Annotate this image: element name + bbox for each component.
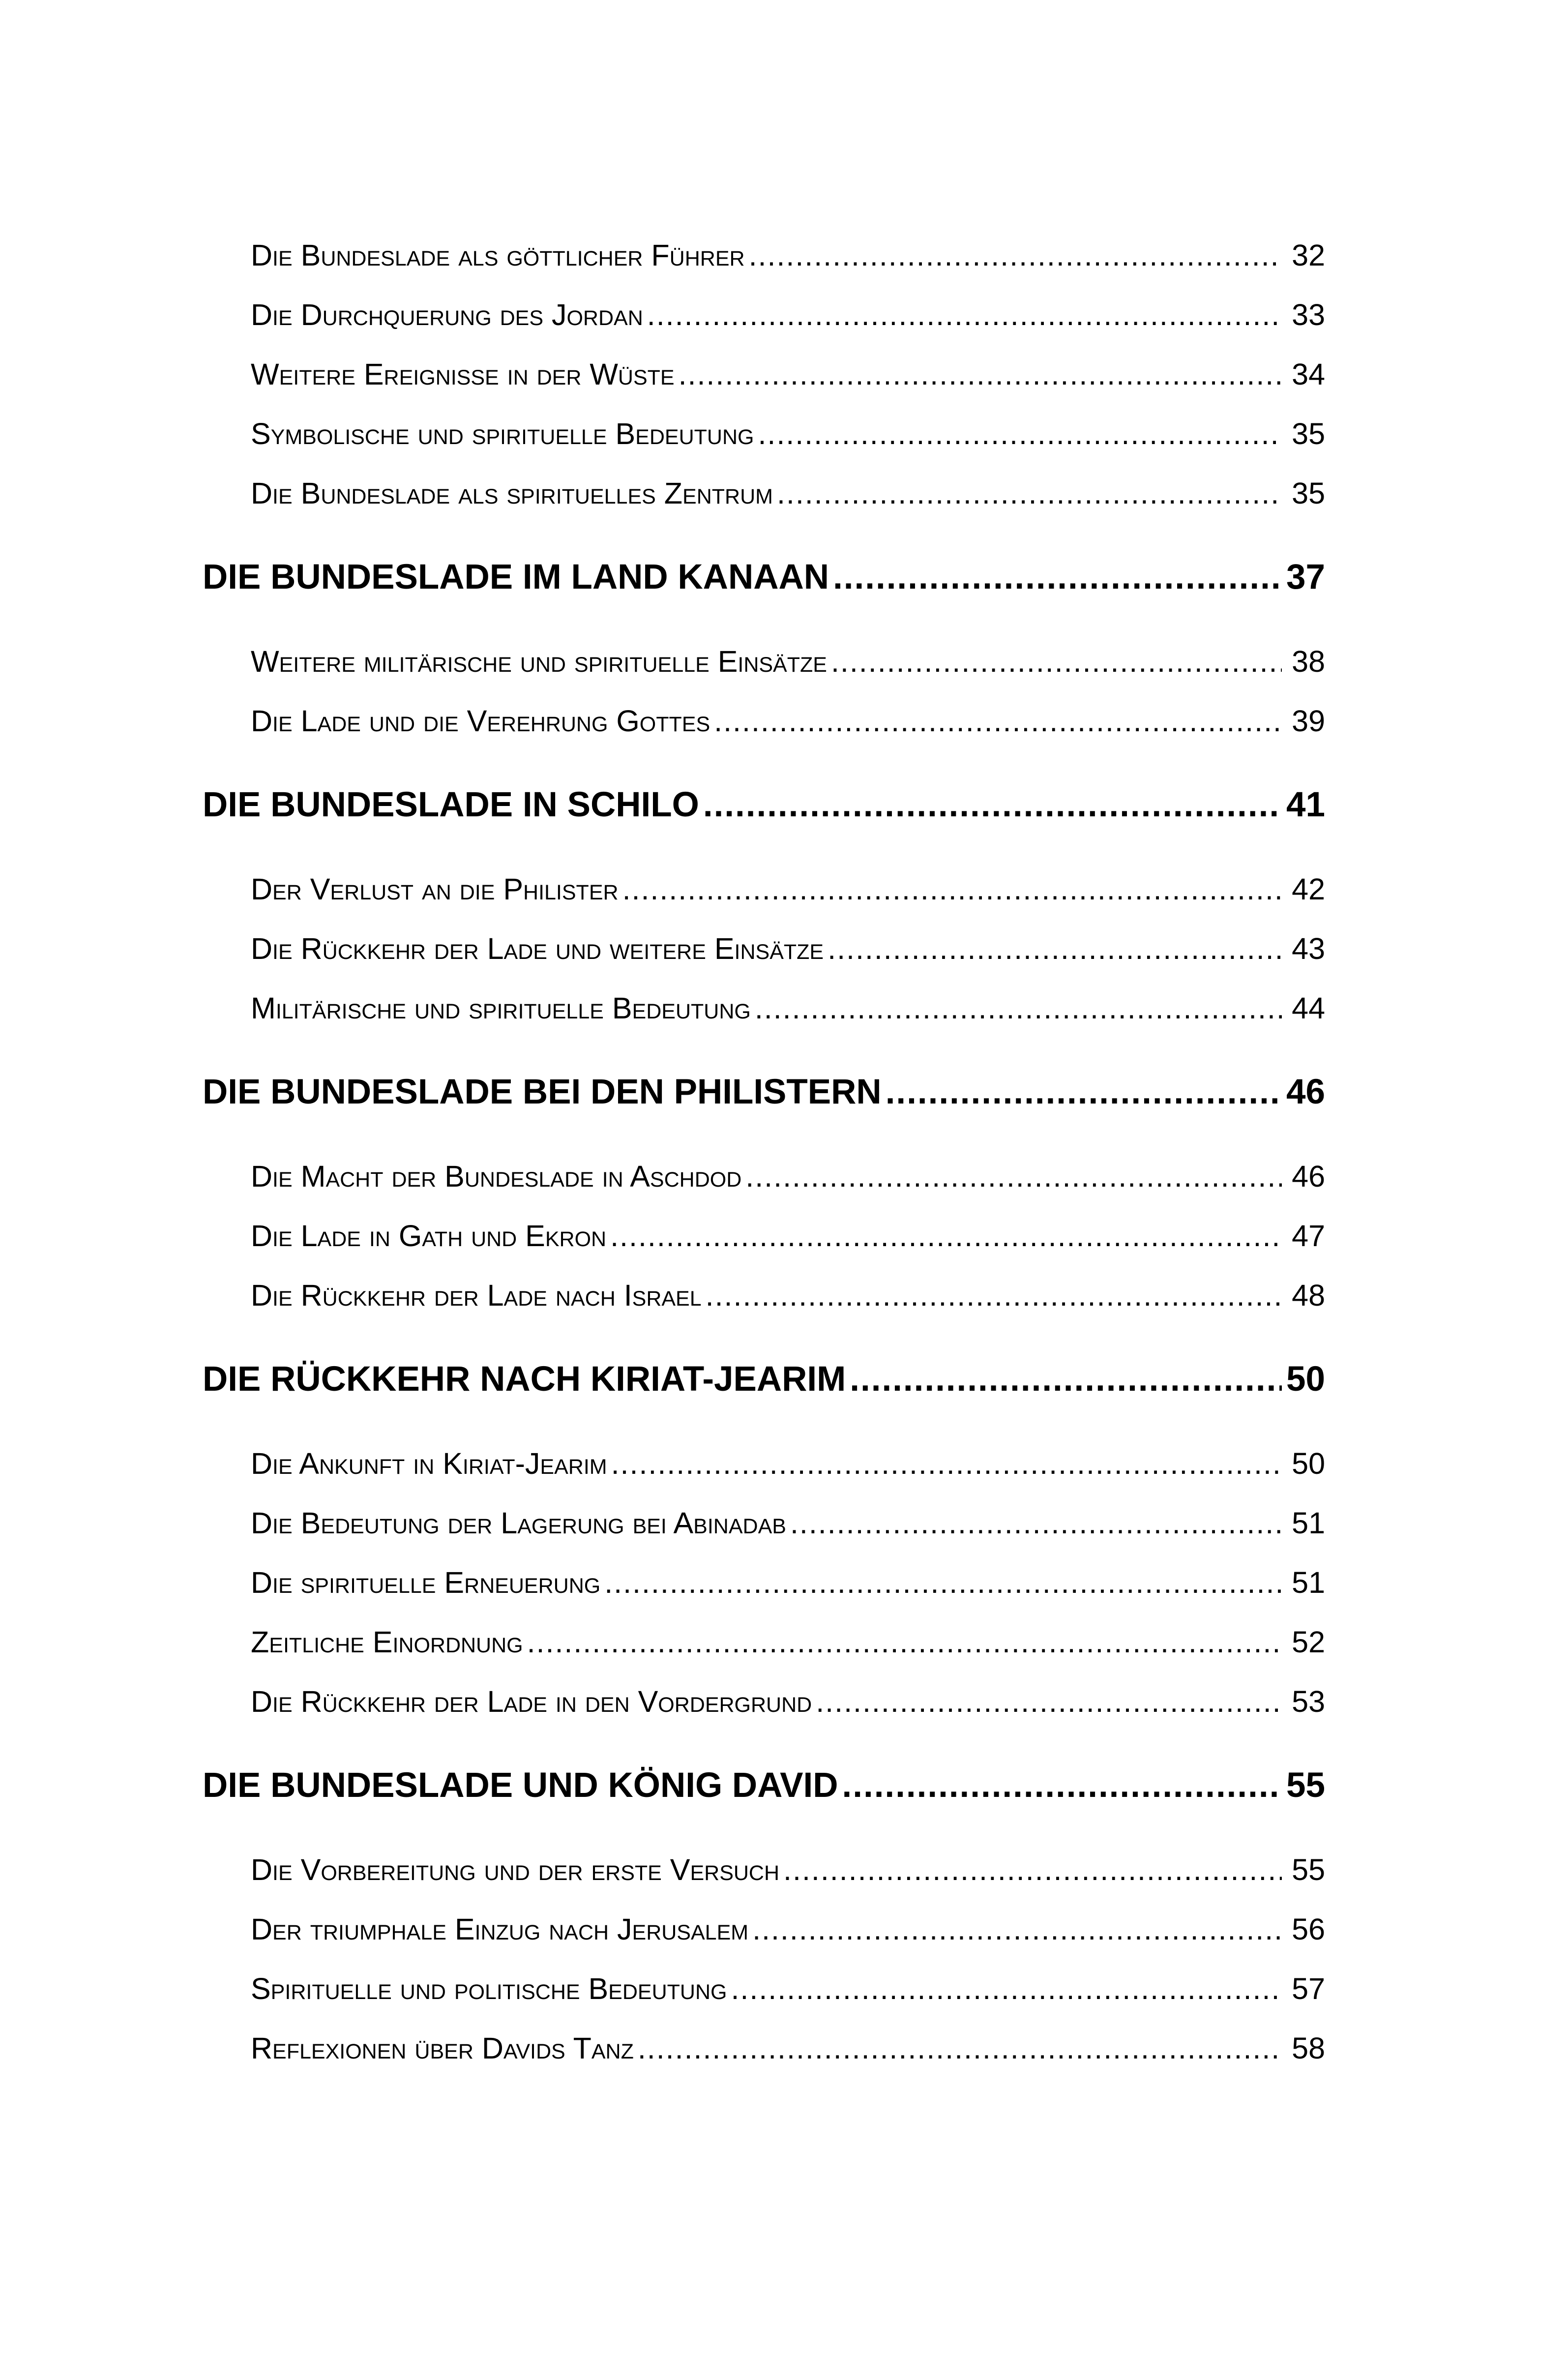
toc-entry-title: Die Rückkehr der Lade in den Vordergrund <box>251 1685 812 1718</box>
toc-entry-title: Zeitliche Einordnung <box>251 1625 523 1659</box>
toc-page-number: 55 <box>1292 1853 1325 1886</box>
dot-leader <box>886 1072 1282 1112</box>
toc-entry <box>251 1159 1325 1194</box>
toc-page-number: 44 <box>1292 991 1325 1025</box>
dot-leader <box>638 2031 1282 2065</box>
toc-entry <box>251 1912 1325 1946</box>
toc-page-number: 35 <box>1292 477 1325 510</box>
toc-chapter-title: DIE BUNDESLADE UND KÖNIG DAVID <box>203 1766 838 1805</box>
toc-entry <box>251 1278 1325 1313</box>
toc-entry <box>251 238 1325 272</box>
toc-entry <box>251 476 1325 510</box>
toc-chapter-title: DIE BUNDESLADE BEI DEN PHILISTERN <box>203 1073 882 1111</box>
toc-page-number: 41 <box>1286 785 1325 824</box>
toc-page-number: 53 <box>1292 1685 1325 1718</box>
toc-page-number: 51 <box>1292 1566 1325 1599</box>
toc-entry <box>251 2031 1325 2065</box>
toc-entry <box>251 298 1325 332</box>
toc-entry <box>251 1219 1325 1253</box>
toc-page-number: 33 <box>1292 298 1325 331</box>
toc-chapter-title: DIE RÜCKKEHR NACH KIRIAT-JEARIM <box>203 1360 846 1399</box>
toc-page-number: 58 <box>1292 2031 1325 2065</box>
toc-entry <box>251 1446 1325 1481</box>
toc-page-number: 50 <box>1286 1360 1325 1399</box>
toc-entry <box>251 357 1325 391</box>
dot-leader <box>622 872 1282 906</box>
dot-leader <box>604 1565 1282 1600</box>
toc-entry-title: Die Lade und die Verehrung Gottes <box>251 704 710 738</box>
dot-leader <box>752 1912 1282 1946</box>
toc-page-number: 56 <box>1292 1912 1325 1946</box>
toc-entry-title: Spirituelle und politische Bedeutung <box>251 1972 727 2005</box>
toc-entry-title: Die Bedeutung der Lagerung bei Abinadab <box>251 1506 786 1540</box>
toc-entry <box>251 872 1325 906</box>
toc-chapter-entry <box>203 1765 1325 1805</box>
toc-entry-title: Der triumphale Einzug nach Jerusalem <box>251 1912 749 1946</box>
toc-page-number: 43 <box>1292 932 1325 965</box>
toc-chapter-entry <box>203 785 1325 825</box>
toc-page-number: 46 <box>1286 1073 1325 1111</box>
dot-leader <box>783 1852 1282 1887</box>
toc-chapter-title: DIE BUNDESLADE IN SCHILO <box>203 785 699 824</box>
toc-entry-title: Die Ankunft in Kiriat-Jearim <box>251 1447 607 1480</box>
dot-leader <box>749 238 1282 272</box>
toc-entry-title: Die Macht der Bundeslade in Aschdod <box>251 1160 742 1193</box>
toc-entry-title: Die spirituelle Erneuerung <box>251 1566 601 1599</box>
dot-leader <box>610 1219 1282 1253</box>
toc-page-number: 57 <box>1292 1972 1325 2005</box>
toc-page-number: 34 <box>1292 358 1325 391</box>
dot-leader <box>714 704 1282 738</box>
dot-leader <box>755 991 1282 1025</box>
toc-entry <box>251 991 1325 1025</box>
dot-leader <box>745 1159 1282 1194</box>
toc-entry <box>251 1565 1325 1600</box>
dot-leader <box>831 644 1282 679</box>
toc-entry <box>251 931 1325 966</box>
toc-entry <box>251 417 1325 451</box>
dot-leader <box>703 785 1282 825</box>
dot-leader <box>833 557 1282 597</box>
toc-entry-title: Die Bundeslade als spirituelles Zentrum <box>251 477 773 510</box>
toc-entry-title: Die Rückkehr der Lade und weitere Einsätze <box>251 932 824 965</box>
toc-entry-title: Weitere Ereignisse in der Wüste <box>251 358 675 391</box>
toc-entry <box>251 644 1325 679</box>
toc-entry-title: Reflexionen über Davids Tanz <box>251 2031 634 2065</box>
toc-entry-title: Symbolische und spirituelle Bedeutung <box>251 417 754 450</box>
toc-entry <box>251 1971 1325 2006</box>
dot-leader <box>679 357 1282 391</box>
toc-entry-title: Die Durchquerung des Jordan <box>251 298 643 331</box>
toc-entry-title: Der Verlust an die Philister <box>251 872 619 906</box>
toc-entry <box>251 704 1325 738</box>
toc-page-number: 39 <box>1292 704 1325 738</box>
toc-page-number: 38 <box>1292 645 1325 678</box>
dot-leader <box>527 1625 1282 1659</box>
toc-page-number: 35 <box>1292 417 1325 450</box>
toc-entry-title: Weitere militärische und spirituelle Einsätze <box>251 645 827 678</box>
dot-leader <box>850 1359 1282 1399</box>
toc-entry <box>251 1506 1325 1540</box>
toc-page-number: 50 <box>1292 1447 1325 1480</box>
dot-leader <box>731 1971 1282 2006</box>
toc-entry <box>251 1625 1325 1659</box>
dot-leader <box>790 1506 1282 1540</box>
dot-leader <box>842 1765 1282 1805</box>
toc-entry <box>251 1852 1325 1887</box>
dot-leader <box>611 1446 1282 1481</box>
toc-page-number: 55 <box>1286 1766 1325 1805</box>
toc-page-number: 52 <box>1292 1625 1325 1659</box>
toc-chapter-entry <box>203 1072 1325 1112</box>
toc-page-number: 48 <box>1292 1279 1325 1312</box>
dot-leader <box>647 298 1282 332</box>
toc-chapter-entry <box>203 557 1325 597</box>
toc-chapter-title: DIE BUNDESLADE IM LAND KANAAN <box>203 558 829 597</box>
dot-leader <box>758 417 1282 451</box>
toc-entry <box>251 1684 1325 1719</box>
toc-page-number: 51 <box>1292 1506 1325 1540</box>
toc-page-number: 42 <box>1292 872 1325 906</box>
toc-page-number: 47 <box>1292 1219 1325 1253</box>
toc-entry-title: Die Vorbereitung und der erste Versuch <box>251 1853 780 1886</box>
dot-leader <box>777 476 1282 510</box>
toc-page-number: 37 <box>1286 558 1325 597</box>
dot-leader <box>828 931 1282 966</box>
dot-leader <box>816 1684 1282 1719</box>
toc-entry-title: Die Lade in Gath und Ekron <box>251 1219 607 1253</box>
toc-page-number: 32 <box>1292 239 1325 272</box>
toc-page-number: 46 <box>1292 1160 1325 1193</box>
toc-entry-title: Militärische und spirituelle Bedeutung <box>251 991 751 1025</box>
dot-leader <box>706 1278 1282 1313</box>
toc-entry-title: Die Rückkehr der Lade nach Israel <box>251 1279 702 1312</box>
toc-chapter-entry <box>203 1359 1325 1399</box>
toc-entry-title: Die Bundeslade als göttlicher Führer <box>251 239 745 272</box>
